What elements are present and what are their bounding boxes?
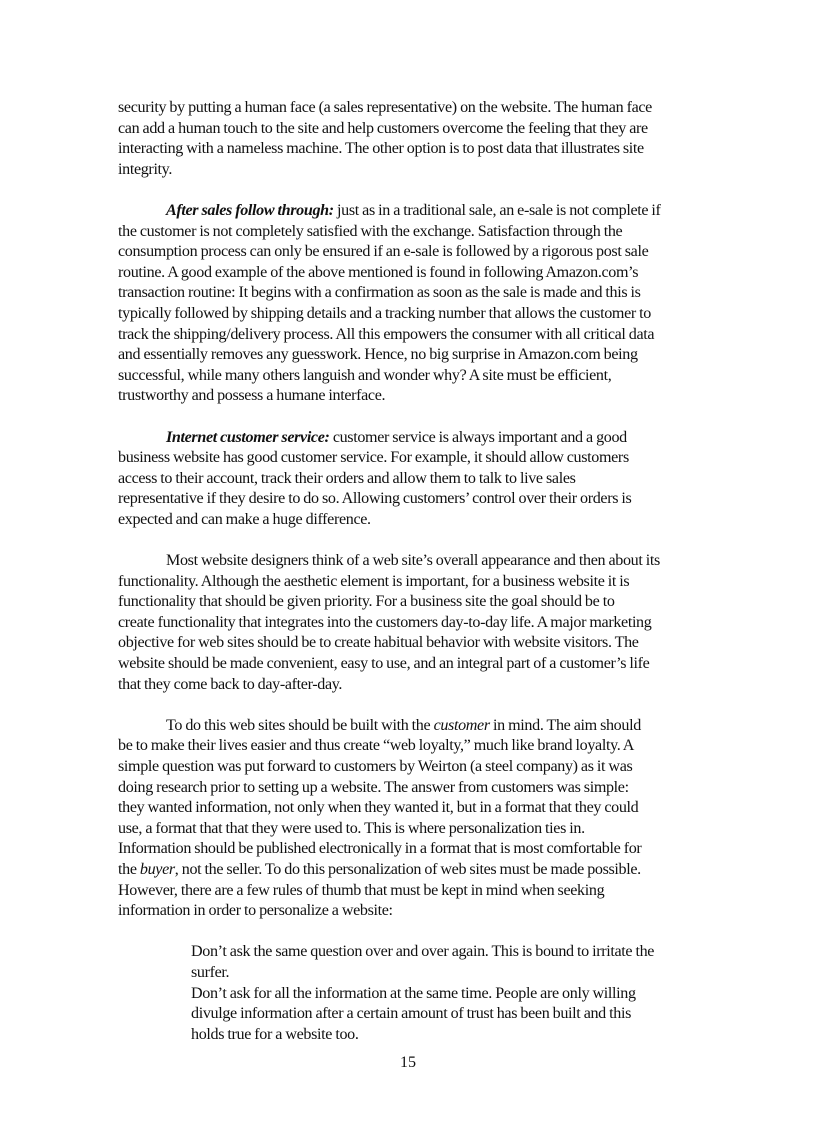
section-heading-after-sales: After sales follow through: <box>166 201 334 219</box>
section-heading-customer-service: Internet customer service: <box>166 428 330 446</box>
document-page <box>118 98 688 1045</box>
paragraph-gap <box>118 180 688 201</box>
text-line: representative if they desire to do so. Allowing customers’ control over their orders is <box>118 490 632 508</box>
text-line: track the shipping/delivery process. All this empowers the consumer with all critical data <box>118 325 655 343</box>
text-line: functionality that should be given priority. For a business site the goal should be to <box>118 593 615 611</box>
text-line: create functionality that integrates into the customers day-to-day life. A major marketing <box>118 613 652 631</box>
text-line: the customer is not completely satisfied with the exchange. Satisfaction through the <box>118 222 623 240</box>
text-line: typically followed by shipping details and a tracking number that allows the customer to <box>118 304 651 322</box>
text-run: , not the seller. To do this personalization of web sites must be made possible. <box>174 860 641 878</box>
paragraph-gap <box>118 695 688 716</box>
text-line: successful, while many others languish and wonder why? A site must be efficient, <box>118 366 612 384</box>
text-run: To do this web sites should be built with the <box>166 716 434 734</box>
text-line: be to make their lives easier and thus create “web loyalty,” much like brand loyalty. A <box>118 737 635 755</box>
text-line: interacting with a nameless machine. The other option is to post data that illustrates site <box>118 140 644 158</box>
text-line: that they come back to day-after-day. <box>118 675 343 693</box>
list-item-line: Don’t ask the same question over and over again. This is bound to irritate the <box>191 943 655 961</box>
list-item-line: divulge information after a certain amount of trust has been built and this <box>191 1005 632 1023</box>
text-line: security by putting a human face (a sales representative) on the website. The human face <box>118 99 652 116</box>
paragraph-customer-service <box>118 428 688 531</box>
list-item-line: surfer. <box>191 963 230 981</box>
text-line: trustworthy and possess a humane interface. <box>118 387 386 405</box>
paragraph-after-sales <box>118 201 688 407</box>
paragraph-gap <box>118 530 688 551</box>
list-item-line: holds true for a website too. <box>191 1025 359 1043</box>
text-run: just as in a traditional sale, an e-sale is not complete if <box>333 201 661 219</box>
text-line: can add a human touch to the site and help customers overcome the feeling that they are <box>118 119 648 137</box>
paragraph-gap <box>118 407 688 428</box>
text-line: objective for web sites should be to create habitual behavior with website visitors. The <box>118 634 639 652</box>
paragraph-functionality <box>118 551 688 695</box>
text-run: customer service is always important and a good <box>329 428 627 446</box>
text-line: access to their account, track their orders and allow them to talk to live sales <box>118 469 576 487</box>
text-line: simple question was put forward to customers by Weirton (a steel company) as it was <box>118 758 633 775</box>
paragraph-site-integrity <box>118 98 688 180</box>
page-number: 15 <box>399 1054 417 1071</box>
list-item-line: Don’t ask for all the information at the same time. People are only willing <box>191 984 636 1002</box>
text-line: consumption process can only be ensured if an e-sale is followed by a rigorous post sale <box>118 243 649 261</box>
text-line <box>118 428 688 449</box>
text-run: in mind. The aim should <box>489 716 641 734</box>
text-line: use, a format that that they were used to. This is where personalization ties in. <box>118 819 585 837</box>
text-line: functionality. Although the aesthetic element is important, for a business website it is <box>118 572 630 590</box>
text-line: doing research prior to setting up a website. The answer from customers was simple: <box>118 778 629 796</box>
text-line: Most website designers think of a web site’s overall appearance and then about its <box>166 552 660 570</box>
text-line: routine. A good example of the above mentioned is found in following Amazon.com’s <box>118 263 639 281</box>
text-line: expected and can make a huge difference. <box>118 510 371 528</box>
emphasis-buyer: buyer <box>139 860 175 878</box>
text-line: they wanted information, not only when they wanted it, but in a format that they could <box>118 799 639 817</box>
emphasis-customer: customer <box>433 716 490 734</box>
text-line <box>118 860 688 881</box>
text-line: information in order to personalize a website: <box>118 902 393 920</box>
text-line: business website has good customer service. For example, it should allow customers <box>118 449 629 467</box>
paragraph-personalization <box>118 716 688 922</box>
text-line: integrity. <box>118 160 173 178</box>
paragraph-gap <box>118 922 688 943</box>
text-line: However, there are a few rules of thumb that must be kept in mind when seeking <box>118 881 605 899</box>
text-line: and essentially removes any guesswork. Hence, no big surprise in Amazon.com being <box>118 346 638 364</box>
text-line <box>118 716 688 737</box>
text-line: transaction routine: It begins with a confirmation as soon as the sale is made and this is <box>118 284 641 302</box>
text-line: website should be made convenient, easy to use, and an integral part of a customer’s life <box>118 655 650 673</box>
text-line: Information should be published electronically in a format that is most comfortable for <box>118 840 642 858</box>
rules-list <box>118 942 688 1045</box>
text-line <box>118 201 688 222</box>
text-run: the <box>118 860 140 878</box>
